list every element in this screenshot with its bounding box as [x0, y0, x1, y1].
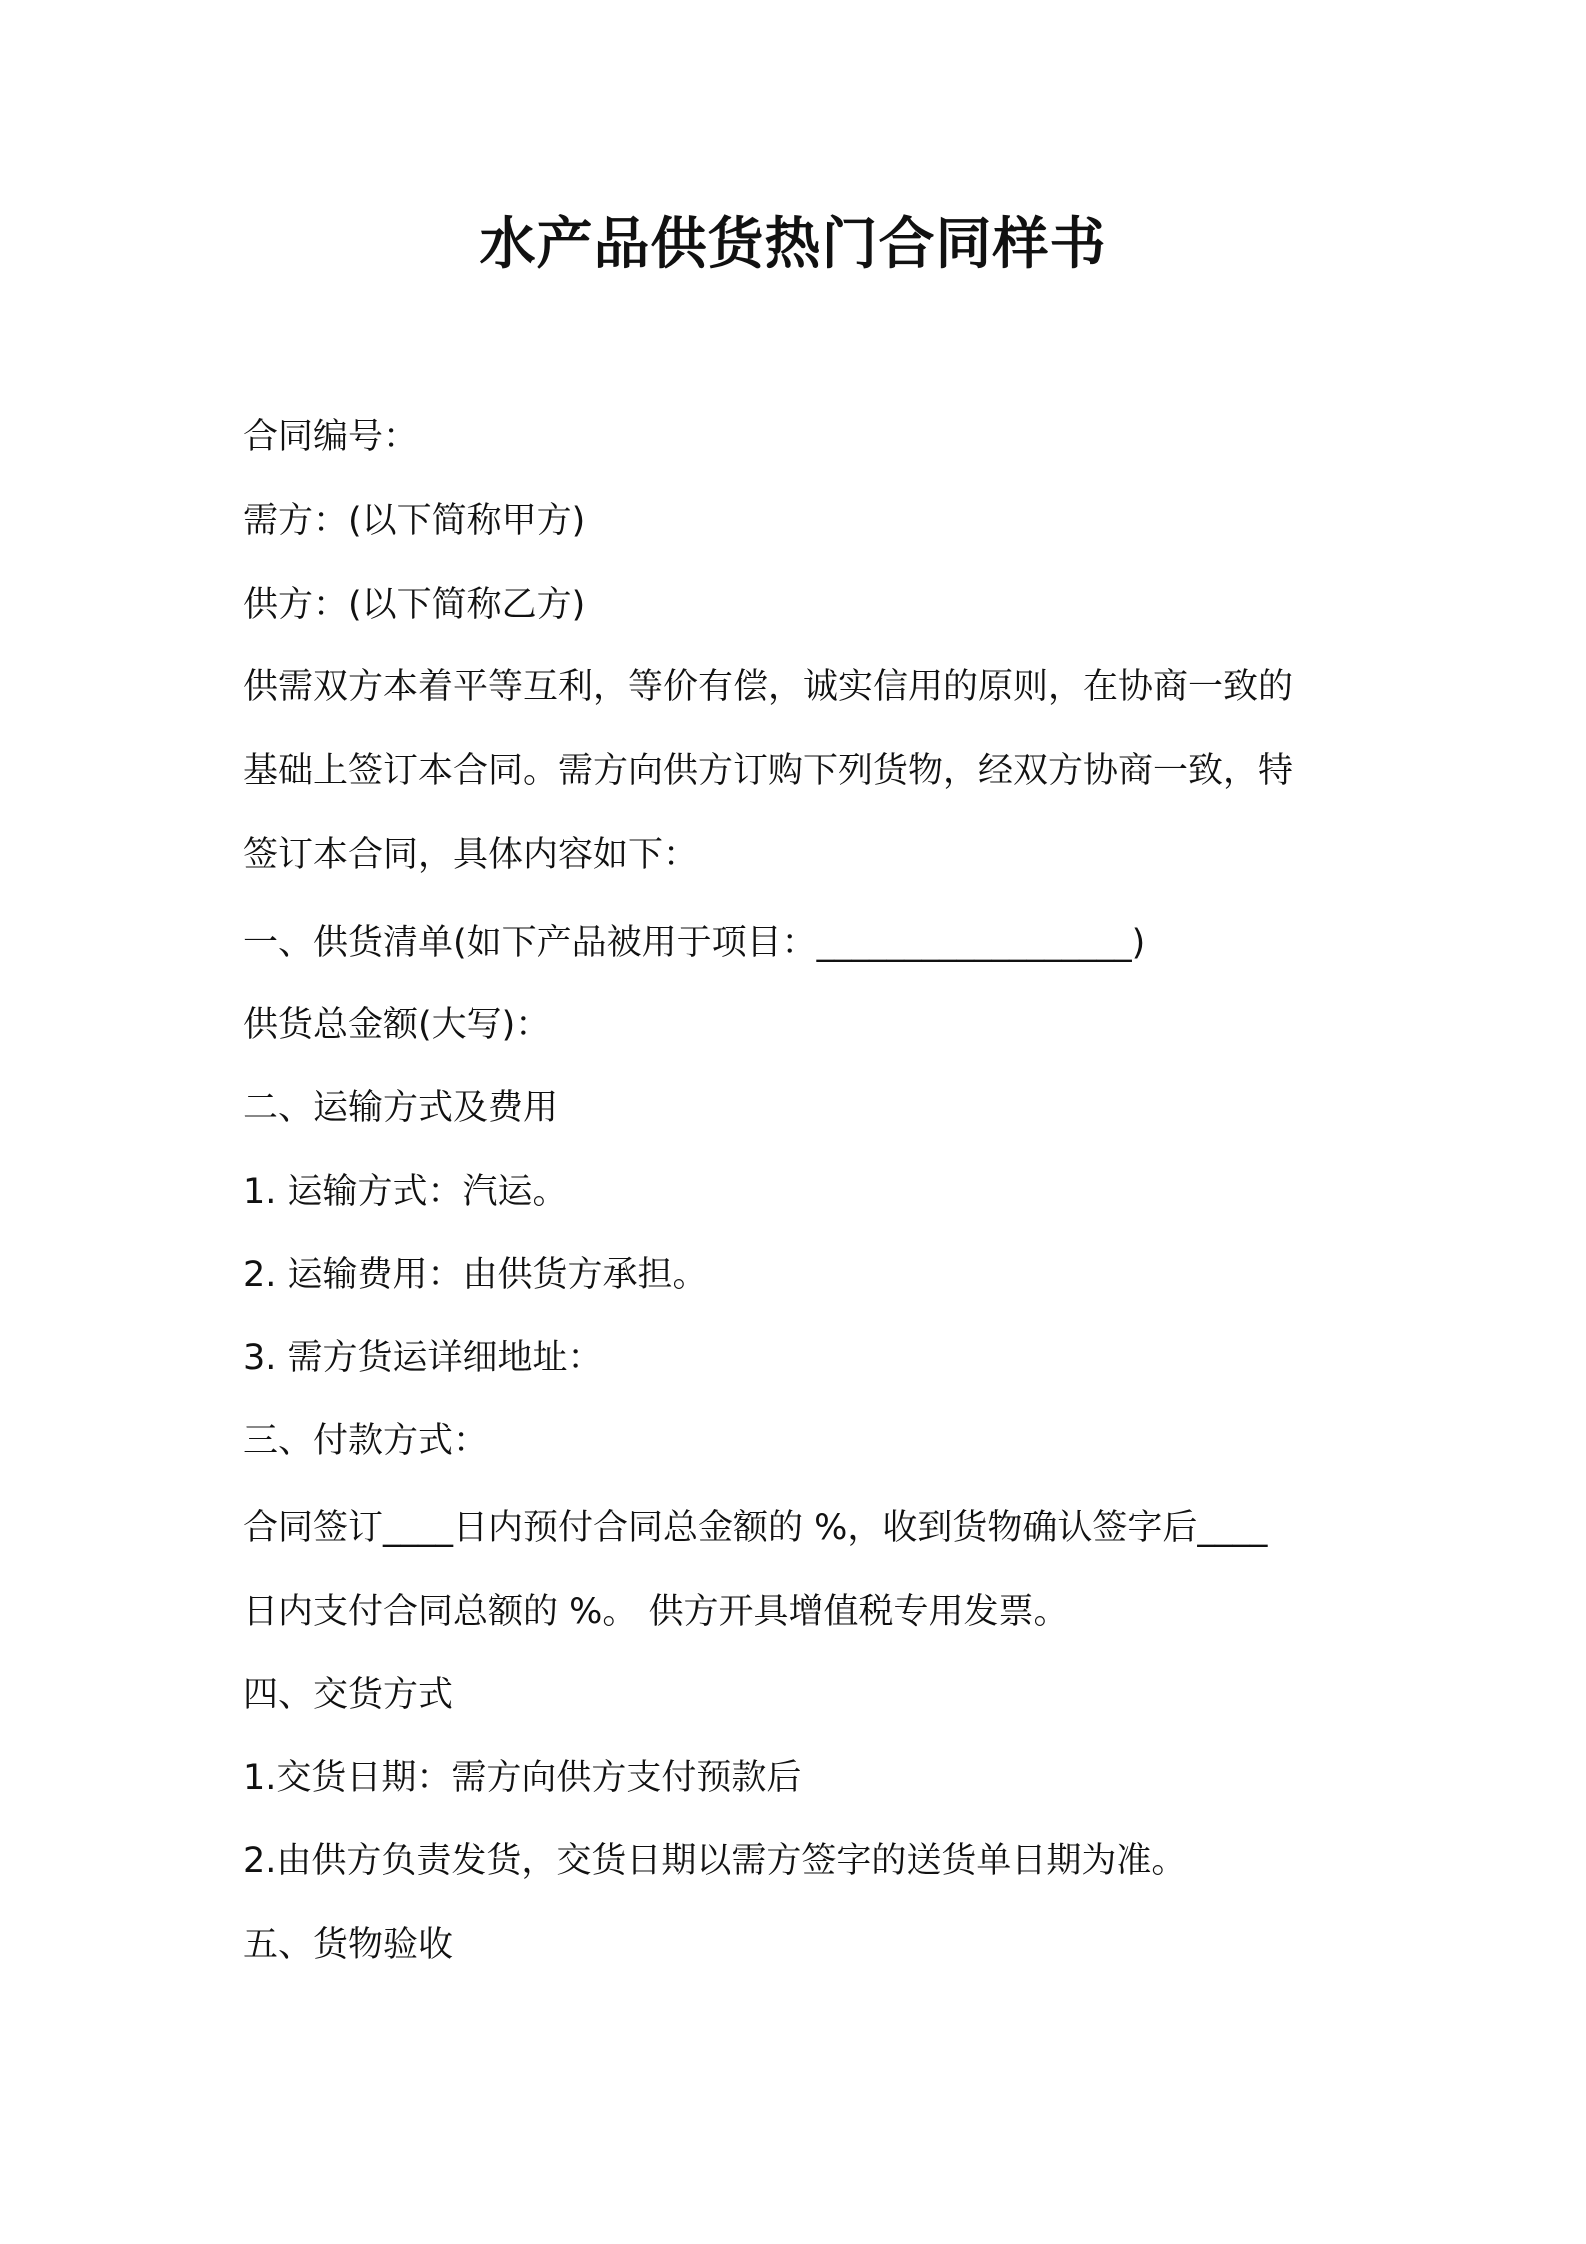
delivery-responsibility-line: 2.由供方负责发货，交货日期以需方签字的送货单日期为准。: [243, 1841, 1187, 1881]
transport-cost-line: 2. 运输费用：由供货方承担。: [243, 1255, 708, 1295]
transport-method-line: 1. 运输方式：汽运。: [243, 1172, 568, 1212]
supplier-line: 供方：(以下简称乙方): [243, 585, 586, 625]
section-4-heading: 四、交货方式: [243, 1675, 454, 1715]
payment-terms-line-1: 合同签订____日内预付合同总金额的 %，收到货物确认签字后____: [243, 1508, 1268, 1548]
delivery-date-line: 1.交货日期：需方向供方支付预款后: [243, 1758, 802, 1798]
section-1-heading: 一、供货清单(如下产品被用于项目：__________________): [243, 923, 1146, 963]
contract-number-line: 合同编号：: [243, 417, 419, 457]
section-2-heading: 二、运输方式及费用: [243, 1088, 559, 1128]
buyer-line: 需方：(以下简称甲方): [243, 501, 586, 541]
section-5-heading: 五、货物验收: [243, 1925, 454, 1965]
preamble-line-2: 基础上签订本合同。需方向供方订购下列货物，经双方协商一致，特: [243, 751, 1294, 791]
payment-terms-line-2: 日内支付合同总额的 %。 供方开具增值税专用发票。: [243, 1592, 1069, 1632]
document-title: 水产品供货热门合同样书: [479, 212, 1107, 277]
total-amount-line: 供货总金额(大写)：: [243, 1005, 551, 1045]
preamble-line-3: 签订本合同，具体内容如下：: [243, 835, 699, 875]
section-3-heading: 三、付款方式：: [243, 1421, 489, 1461]
preamble-line-1: 供需双方本着平等互利，等价有偿，诚实信用的原则，在协商一致的: [243, 667, 1294, 707]
delivery-address-line: 3. 需方货运详细地址：: [243, 1338, 603, 1378]
